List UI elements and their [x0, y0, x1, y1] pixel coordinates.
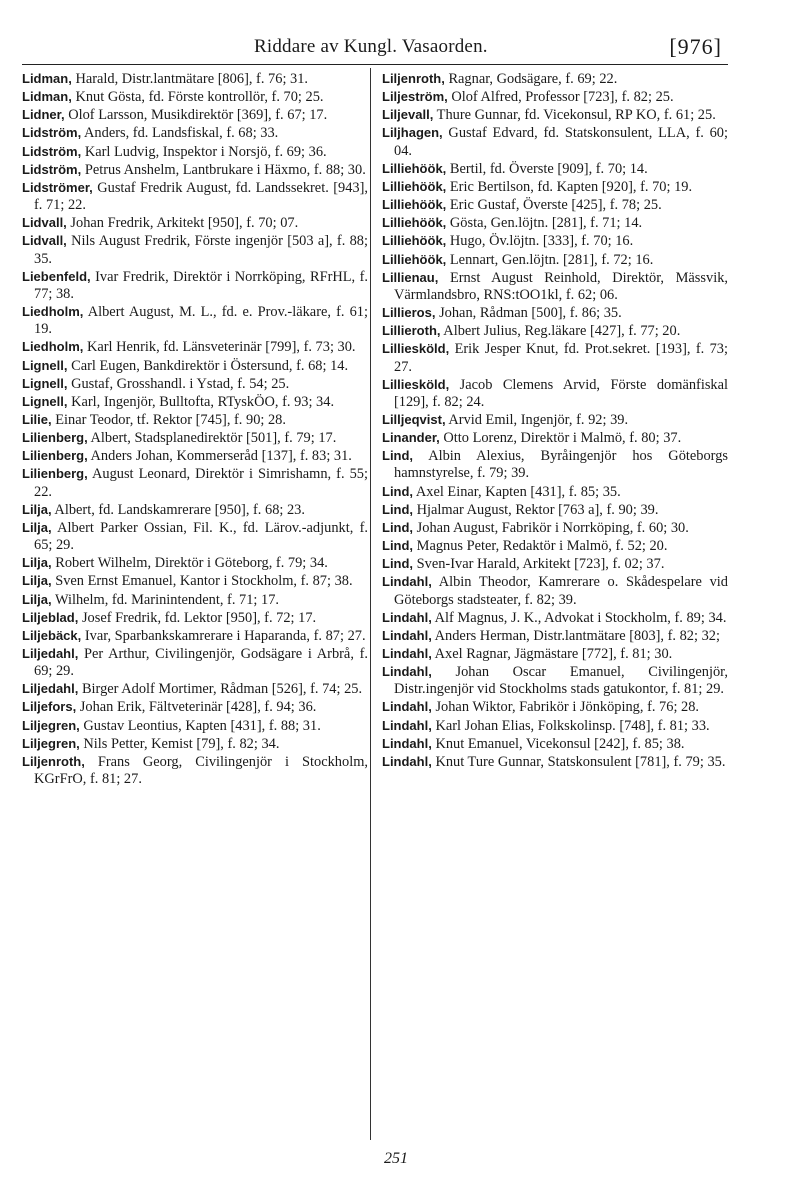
entry-surname: Lignell, [22, 357, 68, 373]
entry-details: Ivar, Sparbankskamrerare i Haparanda, f. 87; 27. [81, 627, 366, 644]
entry-details: Nils August Fredrik, Förste ingenjör [503 a], f. 88; 35. [34, 233, 368, 267]
column-divider [370, 68, 371, 1140]
entry-details: Albert August, M. L., fd. e. Prov.-läkare, f. 61; 19. [34, 304, 368, 338]
entry-surname: Lind, [382, 556, 414, 572]
entry-details: Albert, fd. Landskamrerare [950], f. 68; 23. [51, 501, 305, 518]
entry-surname: Lind, [382, 501, 414, 517]
directory-entry [382, 251, 728, 269]
entry-details: Anders Herman, Distr.lantmätare [803], f. 82; 32; [431, 627, 720, 644]
directory-entry [22, 680, 368, 698]
entry-details: Arvid Emil, Ingenjör, f. 92; 39. [445, 411, 629, 428]
entry-details: Birger Adolf Mortimer, Rådman [526], f. 74; 25. [78, 681, 363, 698]
directory-entry [22, 106, 368, 124]
directory-entry [22, 214, 368, 232]
entry-details: Jacob Clemens Arvid, Förste domänfiskal [129], f. 82; 24. [394, 376, 728, 410]
entry-surname: Lilie, [22, 411, 52, 427]
directory-entry [382, 429, 728, 447]
directory-entry [382, 698, 728, 716]
directory-entry [382, 573, 728, 608]
directory-entry [22, 357, 368, 375]
directory-entry [22, 465, 368, 500]
directory-entry [382, 322, 728, 340]
directory-entry [22, 393, 368, 411]
entry-surname: Liljedahl, [22, 681, 79, 697]
directory-entry [22, 519, 368, 554]
entry-details: Bertil, fd. Överste [909], f. 70; 14. [446, 160, 648, 177]
entry-surname: Lind, [382, 538, 414, 554]
directory-entry [382, 269, 728, 304]
directory-entry [22, 753, 368, 788]
entry-details: Robert Wilhelm, Direktör i Göteborg, f. 79; 34. [51, 555, 328, 572]
entry-details: Johan Erik, Fältveterinär [428], f. 94; 36. [76, 699, 317, 716]
entry-surname: Lilja, [22, 555, 52, 571]
entry-details: Hugo, Öv.löjtn. [333], f. 70; 16. [446, 233, 634, 250]
directory-entry [382, 483, 728, 501]
header-rule [22, 64, 728, 65]
entry-surname: Lillienau, [382, 269, 439, 285]
entry-surname: Liebenfeld, [22, 268, 91, 284]
entry-surname: Lilliehöök, [382, 251, 447, 267]
entry-surname: Lilja, [22, 591, 52, 607]
entry-details: Lennart, Gen.löjtn. [281], f. 72; 16. [446, 251, 654, 268]
entry-surname: Lidström, [22, 161, 82, 177]
entry-surname: Liljegren, [22, 717, 80, 733]
directory-entry [382, 555, 728, 573]
entry-surname: Liljedahl, [22, 646, 79, 661]
directory-entry [22, 501, 368, 519]
entry-details: Axel Einar, Kapten [431], f. 85; 35. [413, 483, 621, 500]
entry-surname: Lilliesköld, [382, 376, 450, 392]
directory-entry [22, 609, 368, 627]
entry-surname: Lilliehöök, [382, 197, 447, 213]
entry-details: Otto Lorenz, Direktör i Malmö, f. 80; 37. [439, 430, 682, 447]
directory-entry [22, 447, 368, 465]
directory-entry [382, 411, 728, 429]
entry-details: Karl, Ingenjör, Bulltofta, RTyskÖO, f. 93; 34. [67, 393, 335, 410]
directory-entry [382, 501, 728, 519]
directory-entry [22, 554, 368, 572]
directory-entry [382, 717, 728, 735]
entry-surname: Lidvall, [22, 215, 67, 231]
entry-surname: Liljenroth, [382, 71, 445, 86]
right-column [382, 70, 728, 771]
directory-entry [382, 447, 728, 482]
directory-entry [22, 411, 368, 429]
entry-surname: Lignell, [22, 375, 68, 391]
directory-entry [382, 537, 728, 555]
entry-surname: Lilja, [22, 519, 52, 535]
directory-entry [382, 106, 728, 124]
directory-entry [382, 753, 728, 771]
entry-details: Albert Parker Ossian, Fil. K., fd. Lärov.-adjunkt, f. 65; 29. [34, 519, 368, 554]
entry-details: Ernst August Reinhold, Direktör, Mässvik, Värmlandsbro, RNS:tOO1kl, f. 62; 06. [394, 269, 728, 303]
entry-surname: Lillieroth, [382, 323, 441, 339]
entry-details: Gustaf, Grosshandl. i Ystad, f. 54; 25. [67, 375, 290, 392]
directory-entry [22, 179, 368, 214]
entry-surname: Lilliehöök, [382, 215, 447, 231]
entry-details: Josef Fredrik, fd. Lektor [950], f. 72; 17. [78, 609, 317, 626]
directory-entry [382, 627, 728, 645]
directory-entry [22, 232, 368, 267]
entry-surname: Lidströmer, [22, 179, 93, 195]
entry-details: Eric Bertilson, fd. Kapten [920], f. 70; 19. [446, 178, 693, 195]
entry-details: Knut Ture Gunnar, Statskonsulent [781], f. 79; 35. [431, 753, 726, 770]
entry-surname: Lilienberg, [22, 466, 88, 482]
entry-details: Gustav Leontius, Kapten [431], f. 88; 31. [79, 717, 321, 734]
entry-surname: Liljebäck, [22, 627, 82, 643]
directory-entry [22, 88, 368, 106]
entry-surname: Lindahl, [382, 574, 432, 590]
entry-surname: Lilliehöök, [382, 178, 447, 194]
entry-details: Harald, Distr.lantmätare [806], f. 76; 31. [71, 71, 309, 87]
entry-surname: Lindahl, [382, 735, 432, 751]
entry-surname: Liljenroth, [22, 753, 85, 769]
entry-details: Sven Ernst Emanuel, Kantor i Stockholm, f. 87; 38. [51, 573, 353, 590]
entry-details: Albert Julius, Reg.läkare [427], f. 77; 20. [440, 323, 681, 340]
entry-surname: Lind, [382, 483, 414, 499]
entry-surname: Lilja, [22, 573, 52, 589]
entry-surname: Liljefors, [22, 699, 77, 715]
entry-details: Knut Emanuel, Vicekonsul [242], f. 85; 38. [431, 735, 685, 752]
entry-surname: Lidström, [22, 143, 82, 159]
entry-surname: Lindahl, [382, 646, 432, 661]
entry-details: Olof Larsson, Musikdirektör [369], f. 67; 17. [64, 107, 328, 124]
directory-entry [22, 698, 368, 716]
entry-details: Albin Theodor, Kamrerare o. Skådespelare vid Göteborgs stadsteater, f. 82; 39. [394, 574, 728, 608]
directory-entry [382, 645, 728, 663]
directory-entry [22, 717, 368, 735]
entry-surname: Lilja, [22, 501, 52, 517]
entry-details: Hjalmar August, Rektor [763 a], f. 90; 39. [413, 501, 659, 518]
entry-details: Wilhelm, fd. Marinintendent, f. 71; 17. [51, 591, 279, 608]
directory-entry [22, 303, 368, 338]
directory-entry [22, 268, 368, 303]
directory-entry [382, 609, 728, 627]
entry-surname: Lindahl, [382, 699, 432, 715]
directory-entry [382, 178, 728, 196]
entry-surname: Lilliehöök, [382, 233, 447, 249]
entry-surname: Lidström, [22, 125, 82, 141]
directory-entry [382, 519, 728, 537]
entry-surname: Lilienberg, [22, 448, 88, 464]
entry-details: Thure Gunnar, fd. Vicekonsul, RP KO, f. 61; 25. [433, 107, 716, 124]
entry-details: Magnus Peter, Redaktör i Malmö, f. 52; 20. [413, 538, 668, 555]
running-title: Riddare av Kungl. Vasaorden. [254, 36, 488, 57]
entry-surname: Lind, [382, 519, 414, 535]
directory-entry [382, 340, 728, 375]
directory-entry [382, 232, 728, 250]
entry-surname: Lindahl, [382, 627, 432, 643]
entry-details: Per Arthur, Civilingenjör, Godsägare i Arbrå, f. 69; 29. [34, 646, 368, 680]
entry-details: Johan August, Fabrikör i Norrköping, f. 60; 30. [413, 519, 689, 536]
page-footer-number: 251 [384, 1150, 408, 1167]
entry-details: Gustaf Fredrik August, fd. Landssekret. [943], f. 71; 22. [34, 179, 368, 214]
directory-entry [382, 124, 728, 159]
entry-surname: Lidman, [22, 89, 72, 105]
entry-details: Anders Johan, Kommerseråd [137], f. 83; 31. [87, 448, 352, 465]
directory-entry [382, 70, 728, 88]
directory-entry [22, 70, 368, 88]
directory-entry [22, 627, 368, 645]
entry-surname: Liljegren, [22, 735, 80, 751]
entry-surname: Lignell, [22, 393, 68, 409]
entry-details: Johan Fredrik, Arkitekt [950], f. 70; 07. [66, 215, 299, 232]
entry-surname: Liljhagen, [382, 125, 443, 141]
entry-surname: Linander, [382, 430, 440, 446]
entry-surname: Liedholm, [22, 304, 84, 320]
directory-entry [382, 160, 728, 178]
entry-surname: Lidman, [22, 71, 72, 86]
directory-entry [382, 735, 728, 753]
running-header [22, 34, 722, 64]
entry-details: Frans Georg, Civilingenjör i Stockholm, KGrFrO, f. 81; 27. [34, 753, 368, 788]
entry-surname: Liljevall, [382, 107, 434, 123]
entry-details: Johan Wiktor, Fabrikör i Jönköping, f. 76; 28. [431, 699, 700, 716]
entry-details: Olof Alfred, Professor [723], f. 82; 25. [447, 89, 674, 106]
entry-details: Sven-Ivar Harald, Arkitekt [723], f. 02; 37. [413, 556, 665, 573]
entry-details: Karl Henrik, fd. Länsveterinär [799], f. 73; 30. [83, 339, 356, 356]
entry-details: Axel Ragnar, Jägmästare [772], f. 81; 30. [431, 646, 673, 662]
entry-surname: Lindahl, [382, 664, 432, 680]
entry-details: Nils Petter, Kemist [79], f. 82; 34. [79, 735, 280, 752]
entry-details: Knut Gösta, fd. Förste kontrollör, f. 70; 25. [71, 89, 324, 106]
directory-entry [382, 214, 728, 232]
entry-details: Eric Gustaf, Överste [425], f. 78; 25. [446, 197, 662, 214]
section-page-number: [976] [669, 34, 722, 59]
left-column [22, 70, 368, 788]
entry-details: August Leonard, Direktör i Simrishamn, f. 55; 22. [34, 466, 368, 500]
entry-details: Alf Magnus, J. K., Advokat i Stockholm, f. 89; 34. [431, 609, 727, 626]
entry-details: Johan Oscar Emanuel, Civilingenjör, Distr.ingenjör vid Stockholms stads gatukontor, f. 81; 29. [394, 664, 728, 698]
entry-surname: Liedholm, [22, 339, 84, 355]
directory-entry [382, 88, 728, 106]
directory-entry [382, 304, 728, 322]
entry-details: Gustaf Edvard, fd. Statskonsulent, LLA, f. 60; 04. [394, 125, 728, 159]
entry-surname: Lillieros, [382, 305, 436, 321]
directory-entry [382, 663, 728, 698]
directory-entry [22, 338, 368, 356]
entry-details: Gösta, Gen.löjtn. [281], f. 71; 14. [446, 215, 643, 232]
entry-details: Albin Alexius, Byråingenjör hos Göteborgs hamnstyrelse, f. 79; 39. [394, 448, 728, 482]
entry-surname: Liljeblad, [22, 609, 79, 625]
entry-surname: Lilienberg, [22, 430, 88, 446]
directory-entry [382, 376, 728, 411]
entry-details: Erik Jesper Knut, fd. Prot.sekret. [193], f. 73; 27. [394, 341, 728, 375]
entry-details: Anders, fd. Landsfiskal, f. 68; 33. [81, 125, 279, 142]
entry-surname: Lilliesköld, [382, 341, 450, 357]
entry-surname: Lidvall, [22, 233, 67, 249]
entry-surname: Lindahl, [382, 717, 432, 733]
entry-details: Carl Eugen, Bankdirektör i Östersund, f. 68; 14. [67, 357, 349, 374]
directory-entry [22, 591, 368, 609]
entry-surname: Lindahl, [382, 753, 432, 769]
entry-surname: Lilljeqvist, [382, 411, 446, 427]
entry-surname: Lilliehöök, [382, 160, 447, 176]
directory-entry [22, 572, 368, 590]
entry-details: Karl Ludvig, Inspektor i Norsjö, f. 69; 36. [81, 143, 327, 160]
directory-entry [22, 161, 368, 179]
directory-entry [22, 375, 368, 393]
directory-entry [22, 143, 368, 161]
directory-entry [22, 645, 368, 680]
entry-details: Einar Teodor, tf. Rektor [745], f. 90; 28. [51, 411, 286, 428]
directory-entry [22, 429, 368, 447]
entry-surname: Lindahl, [382, 609, 432, 625]
directory-entry [22, 124, 368, 142]
entry-details: Petrus Anshelm, Lantbrukare i Häxmo, f. 88; 30. [81, 161, 366, 178]
entry-details: Albert, Stadsplanedirektör [501], f. 79; 17. [87, 430, 337, 447]
directory-entry [382, 196, 728, 214]
entry-details: Ragnar, Godsägare, f. 69; 22. [444, 71, 618, 87]
entry-details: Ivar Fredrik, Direktör i Norrköping, RFrHL, f. 77; 38. [34, 268, 368, 302]
entry-surname: Lidner, [22, 107, 65, 123]
entry-surname: Lind, [382, 448, 414, 464]
directory-entry [22, 735, 368, 753]
entry-details: Johan, Rådman [500], f. 86; 35. [435, 305, 622, 322]
entry-details: Karl Johan Elias, Folkskolinsp. [748], f. 81; 33. [431, 717, 710, 734]
entry-surname: Liljeström, [382, 89, 448, 105]
